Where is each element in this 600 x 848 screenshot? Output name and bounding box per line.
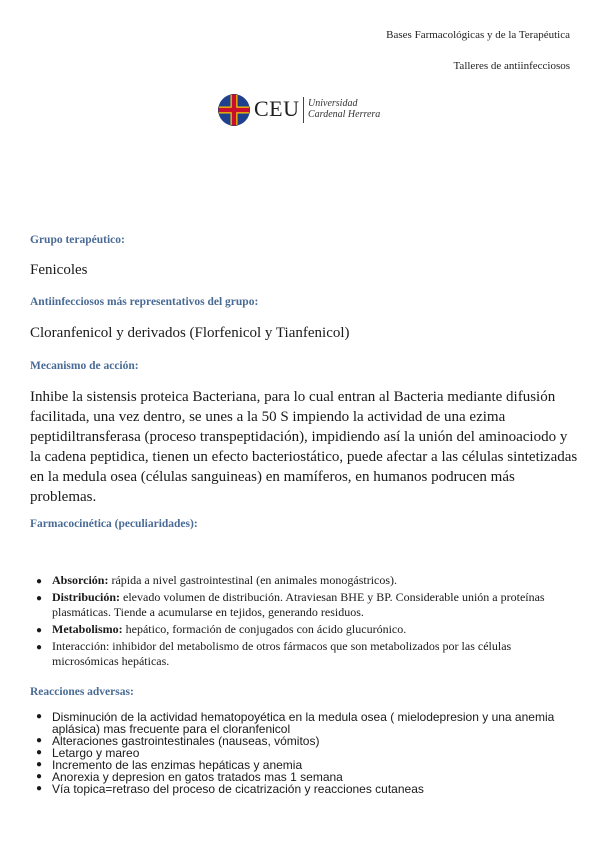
- logo-university-line2: Cardenal Herrera: [308, 109, 381, 120]
- bullet-icon: ●: [36, 642, 43, 653]
- list-item-term: Metabolismo:: [52, 622, 123, 636]
- bullet-icon: ●: [36, 759, 43, 770]
- logo-separator: [303, 97, 304, 123]
- reacciones-adversas-list: [36, 711, 576, 795]
- list-item: [36, 783, 576, 795]
- logo-university-text: [308, 98, 380, 120]
- list-item-text: rápida a nivel gastrointestinal (en animales monogástricos).: [108, 573, 398, 587]
- list-item-text: Vía topica=retraso del proceso de cicatrización y reacciones cutaneas: [52, 782, 424, 796]
- farmacocinetica-list: [36, 573, 576, 671]
- logo-brand-text: CEU: [254, 96, 300, 121]
- antiinfecciosos-heading: Antiinfecciosos más representativos del grupo:: [30, 296, 259, 308]
- grupo-terapeutico-heading: Grupo terapéutico:: [30, 234, 125, 246]
- bullet-icon: ●: [36, 576, 43, 587]
- header-subtitle: Talleres de antiinfecciosos: [453, 60, 570, 72]
- list-item-text: Interacción: inhibidor del metabolismo de otros fármacos que son metabolizados por las células microsómicas hepáticas.: [52, 639, 512, 668]
- list-item: [36, 590, 576, 620]
- grupo-terapeutico-value: Fenicoles: [30, 262, 88, 278]
- bullet-icon: ●: [36, 711, 43, 722]
- antiinfecciosos-value: Cloranfenicol y derivados (Florfenicol y Tianfenicol): [30, 325, 350, 341]
- list-item-text: Disminución de la actividad hematopoyética en la medula osea ( mielodepresion y una anemia aplásica) mas frecuente para el cloranfenicol: [52, 710, 555, 736]
- mecanismo-paragraph: Inhibe la sistensis proteica Bacteriana, para lo cual entran al Bacteria mediante difusión facilitada, una vez dentro, se unes a la 50 S impiendo la actividad de una ezima peptidiltransferasa (proceso transpeptidación), impidiendo así la unión del aminoaciodo y la cadena peptidica, tienen un efecto bacteriostático, puede afectar a las células sintetizadas en la medula osea (células sanguineas) en mamíferos, en humanos podrucen más problemas.: [30, 389, 578, 505]
- list-item-text: Alteraciones gastrointestinales (nauseas, vómitos): [52, 734, 320, 748]
- farmacocinetica-heading: Farmacocinética (peculiaridades):: [30, 518, 198, 530]
- header-course-title: Bases Farmacológicas y de la Terapéutica: [386, 29, 570, 41]
- logo-university-line1: Universidad: [308, 98, 358, 109]
- bullet-icon: ●: [36, 593, 43, 604]
- reacciones-adversas-heading: Reacciones adversas:: [30, 686, 134, 698]
- list-item: [36, 711, 576, 735]
- list-item-text: hepático, formación de conjugados con ácido glucurónico.: [122, 622, 407, 636]
- bullet-icon: ●: [36, 625, 43, 636]
- ceu-logo: [218, 93, 388, 129]
- list-item-term: Distribución:: [52, 590, 121, 604]
- list-item: [36, 639, 576, 669]
- bullet-icon: ●: [36, 771, 43, 782]
- list-item-text: elevado volumen de distribución. Atraviesan BHE y BP. Considerable unión a proteínas plasmáticas. Tiende a acumularse en tejidos, generando residuos.: [52, 590, 545, 619]
- mecanismo-heading: Mecanismo de acción:: [30, 360, 139, 372]
- list-item-text: Incremento de las enzimas hepáticas y anemia: [52, 758, 303, 772]
- list-item: [36, 622, 576, 637]
- bullet-icon: ●: [36, 735, 43, 746]
- list-item-text: Letargo y mareo: [52, 746, 140, 760]
- list-item-text: Anorexia y depresion en gatos tratados mas 1 semana: [52, 770, 343, 784]
- bullet-icon: ●: [36, 747, 43, 758]
- bullet-icon: ●: [36, 783, 43, 794]
- ceu-emblem-icon: [218, 94, 250, 126]
- list-item: [36, 573, 576, 588]
- list-item-term: Absorción:: [52, 573, 109, 587]
